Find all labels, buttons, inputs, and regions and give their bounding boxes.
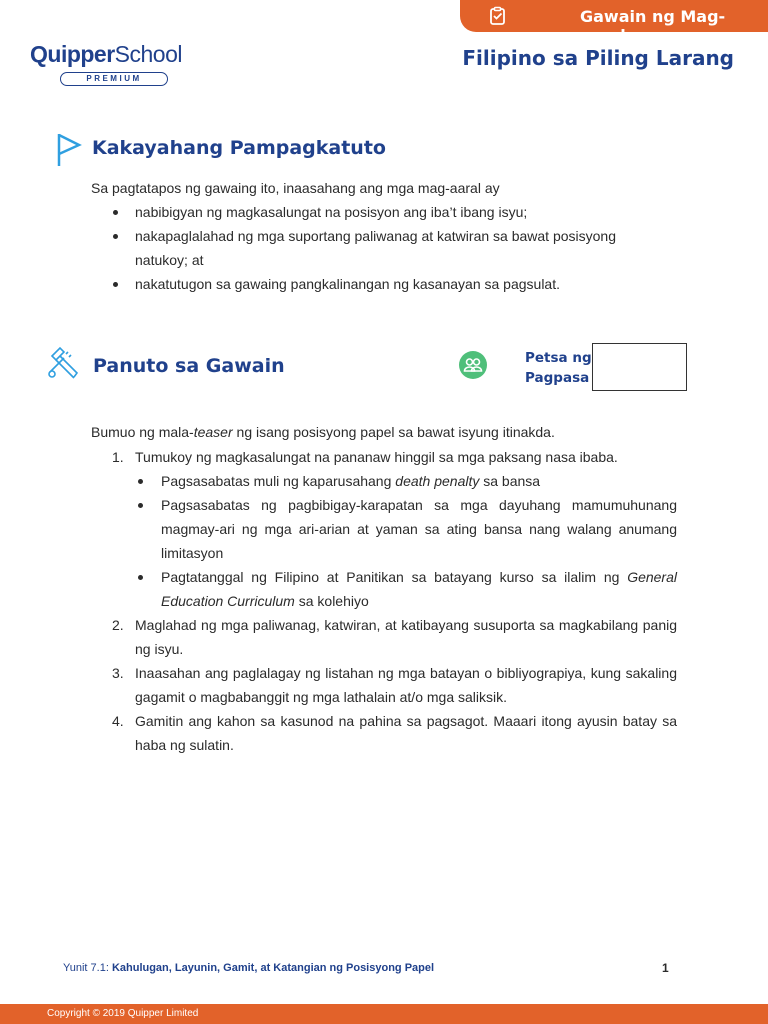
- topic-text: sa bansa: [479, 473, 541, 489]
- step-number: 3.: [112, 665, 124, 681]
- list-item: [91, 613, 677, 661]
- due-date-field[interactable]: [592, 343, 687, 391]
- tools-icon: [46, 346, 80, 380]
- activity-type-tab: [460, 0, 768, 45]
- page-number: 1: [662, 961, 669, 975]
- topic-emphasis: death penalty: [395, 473, 480, 489]
- section-title-instructions: Panuto sa Gawain: [93, 355, 285, 377]
- topic-emphasis: General Education Curriculum: [161, 569, 677, 609]
- topic-list: [135, 469, 677, 613]
- copyright-text: Copyright © 2019 Quipper Limited: [47, 1008, 199, 1019]
- tab-label: Gawain ng Mag-aaral: [580, 7, 726, 45]
- quipper-school-logo: [30, 40, 182, 90]
- list-item: Pagsasabatas ng pagbibigay-karapatan sa mga dayuhang mamumuhunang magmay-ari ng mga ari-arian at yaman sa ating bansa nang walang anumang limitasyon: [135, 493, 677, 565]
- subject-title: Filipino sa Piling Larang: [462, 46, 734, 70]
- list-item: [135, 469, 677, 493]
- intro-text: Bumuo ng mala-: [91, 424, 194, 440]
- flag-icon: [56, 132, 82, 168]
- topic-text: Pagtatanggal ng Filipino at Panitikan sa batayang kurso sa ilalim ng: [161, 569, 628, 585]
- list-item: nabibigyan ng magkasalungat na posisyon ang iba’t ibang isyu;: [110, 200, 650, 224]
- logo-wordmark: [30, 40, 182, 68]
- instructions-list: [91, 445, 677, 757]
- objectives-intro: Sa pagtatapos ng gawaing ito, inaasahang ang mga mag-aaral ay: [91, 180, 500, 196]
- step-number: 4.: [112, 713, 124, 729]
- list-item: [135, 565, 677, 613]
- intro-emphasis: teaser: [193, 424, 233, 440]
- list-item: [91, 661, 677, 709]
- step-text: Inaasahan ang paglalagay ng listahan ng mga batayan o bibliyograpiya, kung sakaling gagamit o magbabanggit ng mga lathalain at/o mga saliksik.: [135, 665, 677, 705]
- due-date-label: Petsa ng Pagpasa: [525, 350, 592, 386]
- list-item: [91, 709, 677, 757]
- step-number: 2.: [112, 617, 124, 633]
- unit-title: Kahulugan, Layunin, Gamit, at Katangian ng Posisyong Papel: [111, 962, 435, 974]
- unit-footer: [63, 962, 434, 974]
- list-item: [91, 445, 677, 613]
- copyright-bar: [0, 1004, 768, 1024]
- list-item: nakatutugon sa gawaing pangkalinangan ng kasanayan sa pagsulat.: [110, 272, 650, 296]
- list-item: nakapaglalahad ng mga suportang paliwanag at katwiran sa bawat posisyong natukoy; at: [110, 224, 650, 272]
- instructions-intro: [91, 420, 555, 444]
- logo-school: School: [114, 41, 182, 67]
- unit-prefix: Yunit 7.1:: [63, 962, 112, 974]
- people-icon: [459, 351, 487, 379]
- step-text: Gamitin ang kahon sa kasunod na pahina sa pagsagot. Maaari itong ayusin batay sa haba ng sulatin.: [135, 713, 677, 753]
- intro-text: ng isang posisyong papel sa bawat isyung itinakda.: [232, 424, 555, 440]
- topic-text: sa kolehiyo: [294, 593, 369, 609]
- section-title-objectives: Kakayahang Pampagkatuto: [92, 137, 386, 159]
- logo-premium-badge: PREMIUM: [60, 72, 168, 86]
- step-text: Tumukoy ng magkasalungat na pananaw hinggil sa mga paksang nasa ibaba.: [135, 449, 618, 465]
- step-number: 1.: [112, 449, 124, 465]
- group-icon: [459, 351, 487, 379]
- topic-text: Pagsasabatas muli ng kaparusahang: [161, 473, 396, 489]
- objectives-list: [110, 200, 650, 296]
- step-text: Maglahad ng mga paliwanag, katwiran, at katibayang susuporta sa magkabilang panig ng isyu.: [135, 617, 677, 657]
- clipboard-check-icon: [488, 6, 508, 26]
- logo-quipper: Quipper: [30, 41, 115, 67]
